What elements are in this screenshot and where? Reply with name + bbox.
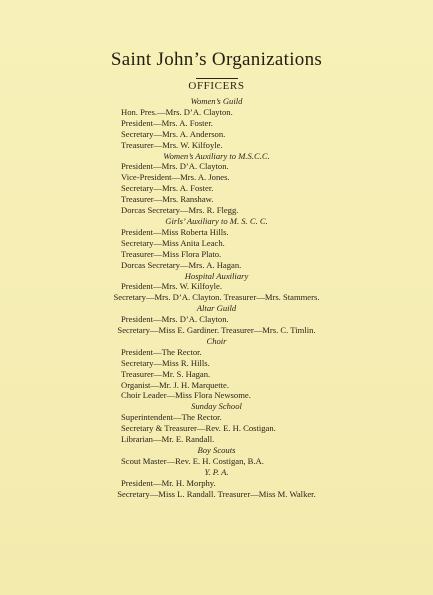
officer-line: President—Mrs. A. Foster. bbox=[121, 117, 213, 128]
officer-line: Treasurer—Mr. S. Hagan. bbox=[121, 368, 211, 379]
officer-line: Secretary—Miss Anita Leach. bbox=[121, 237, 225, 248]
officers-heading: OFFICERS bbox=[188, 80, 245, 92]
section-heading: Boy Scouts bbox=[197, 445, 236, 455]
section-heading: Women’s Auxiliary to M.S.C.C. bbox=[163, 150, 270, 161]
officer-line: Treasurer—Mrs. Ranshaw. bbox=[121, 194, 214, 205]
officer-line: President—Mr. H. Morphy. bbox=[121, 477, 216, 488]
officer-line: Dorcas Secretary—Mrs. A. Hagan. bbox=[121, 259, 242, 270]
officer-line: President—Mrs. W. Kilfoyle. bbox=[121, 281, 222, 292]
officer-line: President—The Rector. bbox=[121, 346, 202, 357]
officer-line: Secretary—Mrs. A. Foster. bbox=[121, 183, 214, 194]
officer-line: Hon. Pres.—Mrs. D’A. Clayton. bbox=[121, 106, 233, 117]
section-heading: Girls’ Auxiliary to M. S. C. C. bbox=[165, 215, 268, 226]
officer-line: Treasurer—Mrs. W. Kilfoyle. bbox=[121, 139, 223, 150]
section-heading: Hospital Auxiliary bbox=[184, 270, 249, 281]
officer-line: Secretary—Mrs. A. Anderson. bbox=[121, 128, 226, 139]
section-heading: Altar Guild bbox=[196, 303, 237, 314]
officer-line: Treasurer—Miss Flora Plato. bbox=[121, 248, 222, 259]
officer-line: President—Mrs. D’A. Clayton. bbox=[121, 161, 229, 172]
officer-line: Dorcas Secretary—Mrs. R. Flegg. bbox=[121, 205, 239, 216]
section-heading: Y. P. A. bbox=[204, 466, 229, 477]
section-heading: Choir bbox=[206, 335, 227, 346]
officer-line: Choir Leader—Miss Flora Newsome. bbox=[121, 390, 251, 401]
officer-line-combined: Secretary—Mrs. D’A. Clayton. Treasurer—Mrs. Stammers. bbox=[113, 292, 320, 303]
officer-line: Scout Master—Rev. E. H. Costigan, B.A. bbox=[121, 455, 264, 466]
officer-line-combined: Secretary—Miss L. Randall. Treasurer—Miss M. Walker. bbox=[117, 488, 316, 499]
officer-line: President—Mrs. D’A. Clayton. bbox=[121, 314, 229, 325]
page-title: Saint John’s Organizations bbox=[110, 49, 323, 70]
officer-line: Superintendent—The Rector. bbox=[121, 412, 222, 423]
officer-line: Secretary—Miss R. Hills. bbox=[121, 357, 210, 368]
officer-line: Secretary & Treasurer—Rev. E. H. Costigan. bbox=[121, 423, 276, 434]
officer-line: Vice-President—Mrs. A. Jones. bbox=[121, 172, 230, 183]
officer-line-combined: Secretary—Miss E. Gardiner. Treasurer—Mrs. C. Timlin. bbox=[117, 325, 316, 336]
officer-line: Organist—Mr. J. H. Marquette. bbox=[121, 379, 229, 390]
officer-line: Librarian—Mr. E. Randall. bbox=[121, 434, 215, 445]
officer-line: President—Miss Roberta Hills. bbox=[121, 226, 229, 237]
organizations-list bbox=[0, 96, 433, 500]
section-heading: Women’s Guild bbox=[190, 96, 243, 106]
title-divider bbox=[196, 78, 238, 79]
section-heading: Sunday School bbox=[191, 401, 242, 412]
